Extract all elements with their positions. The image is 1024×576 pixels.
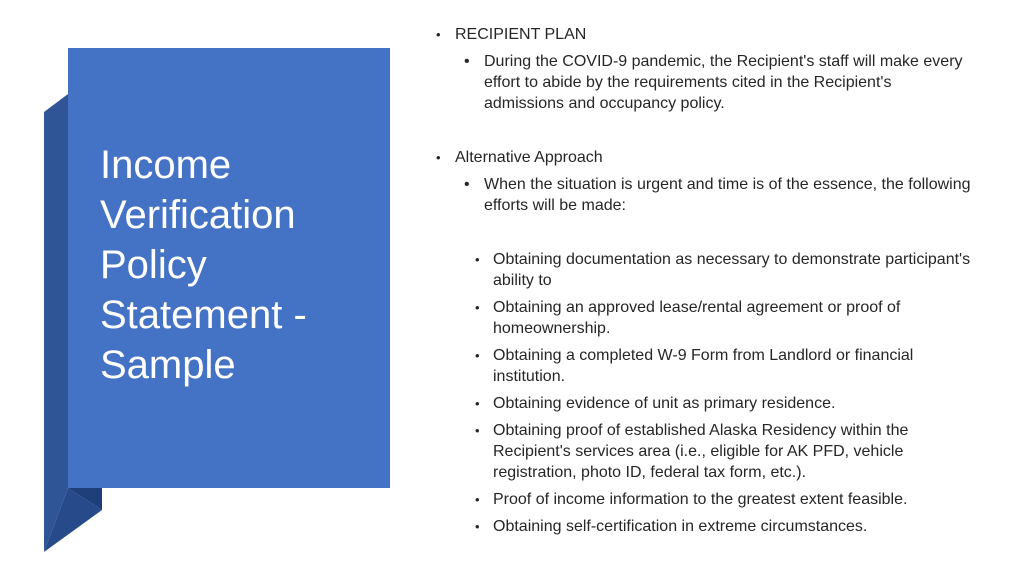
bullet-icon: • [475,396,480,411]
effort-item: Obtaining an approved lease/rental agreement or proof of homeownership. [493,299,901,337]
effort-item: Obtaining evidence of unit as primary residence. [493,395,836,412]
bullet-icon: • [464,53,470,70]
alternative-approach-text: When the situation is urgent and time is of the essence, the following efforts will be made: [484,176,971,214]
effort-item: Obtaining self-certification in extreme circumstances. [493,518,868,535]
slide-title-line: Sample [100,343,236,387]
bullet-icon: • [436,27,441,42]
bullet-icon: • [436,150,441,165]
section-heading-alternative-approach: Alternative Approach [455,149,603,166]
slide-title-line: Income [100,143,232,187]
effort-item: Obtaining documentation as necessary to demonstrate participant's ability to [493,251,971,289]
bullet-icon: • [464,176,470,193]
slide-title-line: Statement - [100,293,307,337]
recipient-plan-text: During the COVID-9 pandemic, the Recipient's staff will make every effort to abide by the requirements cited in the Recipient's admissions and occupancy policy. [484,53,963,112]
effort-item: Obtaining a completed W-9 Form from Landlord or financial institution. [493,347,914,385]
section-heading-recipient-plan: RECIPIENT PLAN [455,26,587,43]
effort-item: Obtaining proof of established Alaska Residency within the Recipient's services area (i.e., eligible for AK PFD, vehicle registration, photo ID, federal tax form, etc.). [493,422,909,481]
effort-item: Proof of income information to the greatest extent feasible. [493,491,908,508]
bullet-icon: • [475,492,480,507]
bullet-icon: • [475,423,480,438]
bullet-icon: • [475,519,480,534]
slide-title-line: Verification [100,193,296,237]
title-card-side [44,94,68,552]
bullet-icon: • [475,300,480,315]
slide-title-line: Policy [100,243,207,287]
slide-title [100,140,380,390]
bullet-icon: • [475,348,480,363]
bullet-icon: • [475,252,480,267]
